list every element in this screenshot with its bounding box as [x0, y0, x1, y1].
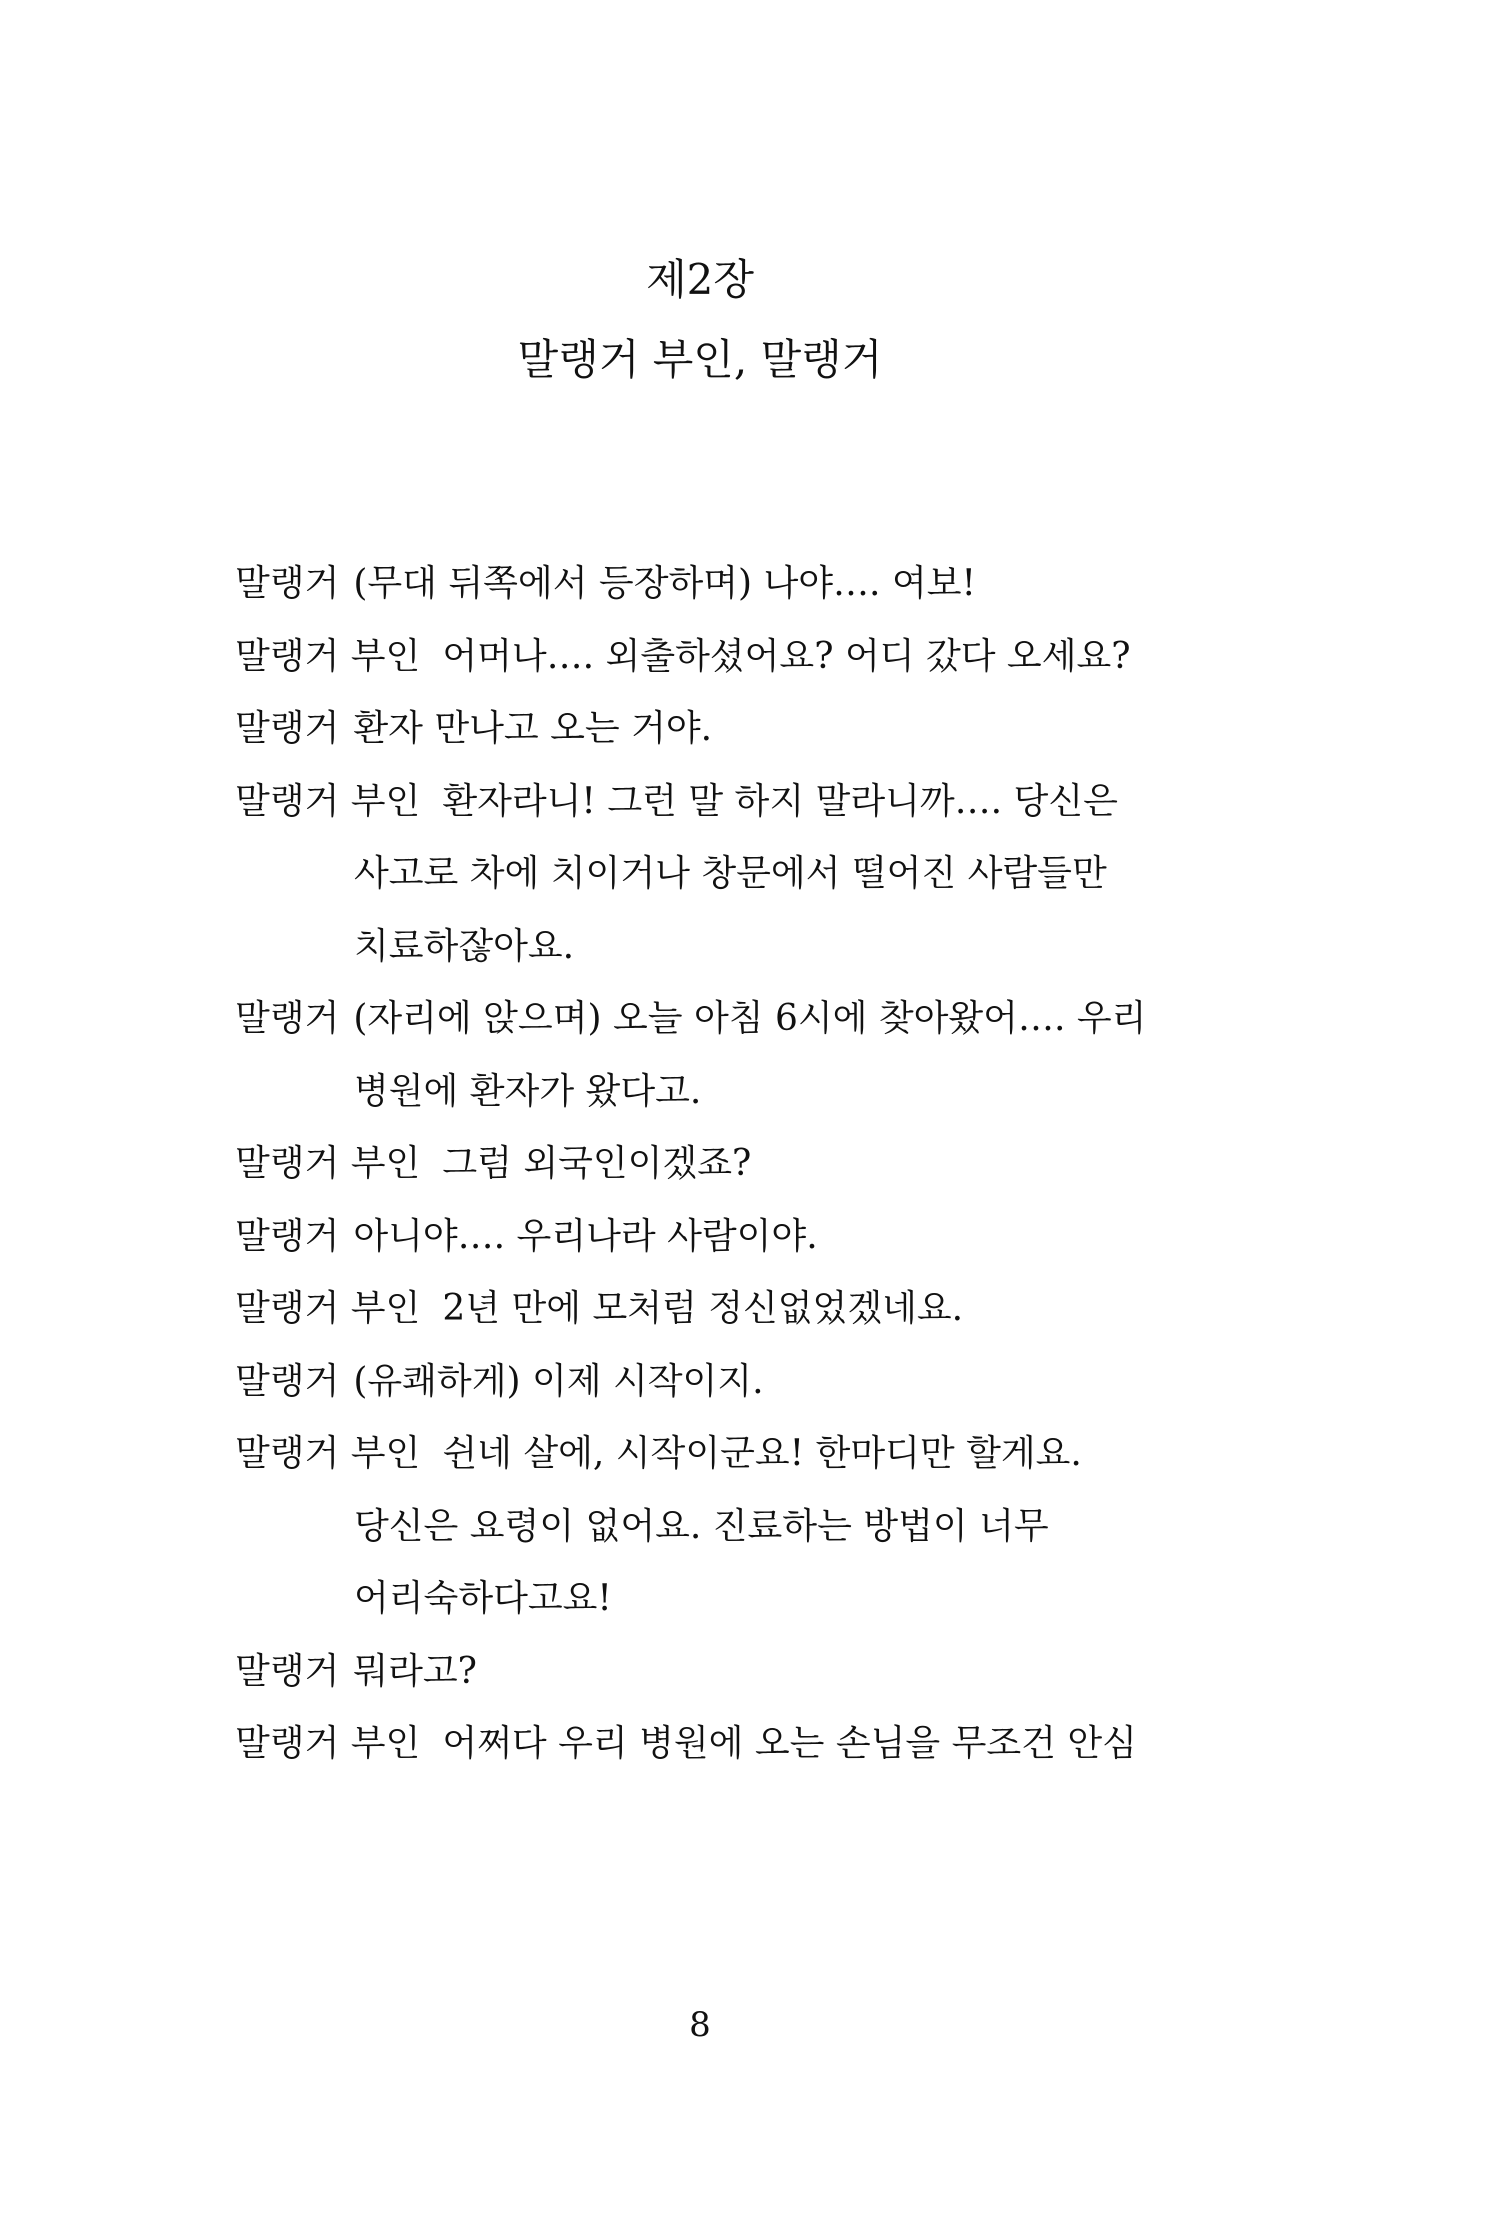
speaker-name: 말랭거 부인 [235, 1143, 421, 1184]
dialogue-line [235, 621, 1175, 694]
dialogue-text: 쉰네 살에, 시작이군요! 한마디만 할게요. 당신은 요령이 없어요. 진료하는 방법이 너무 어리숙하다고요! [354, 1433, 1082, 1619]
dialogue-text: (자리에 앉으며) 오늘 아침 6시에 찾아왔어…. 우리 병원에 환자가 왔다고. [353, 998, 1147, 1112]
speaker-name: 말랭거 [235, 1360, 340, 1402]
dialogue-text: 어머나…. 외출하셨어요? 어디 갔다 오세요? [442, 635, 1131, 677]
dialogue-line [235, 1346, 1175, 1419]
speaker-name: 말랭거 [235, 708, 340, 749]
dialogue-line [235, 1201, 1175, 1274]
dialogue-line [235, 1708, 1175, 1781]
chapter-title: 말랭거 부인, 말랭거 [517, 335, 883, 384]
script-body [235, 548, 1175, 1781]
speaker-name: 말랭거 부인 [235, 1288, 421, 1329]
dialogue-text: (무대 뒤쪽에서 등장하며) 나야…. 여보! [353, 563, 976, 604]
dialogue-line [235, 548, 1175, 621]
dialogue-line [235, 1128, 1175, 1201]
speaker-name: 말랭거 [235, 563, 340, 604]
dialogue-text: (유쾌하게) 이제 시작이지. [353, 1360, 764, 1402]
dialogue-line [235, 1636, 1175, 1709]
speaker-name: 말랭거 [235, 1650, 340, 1692]
dialogue-text: 환자 만나고 오는 거야. [353, 708, 713, 749]
dialogue-text: 뭐라고? [353, 1650, 477, 1692]
dialogue-line [235, 1418, 1175, 1636]
speaker-name: 말랭거 부인 [235, 1433, 421, 1474]
page-number: 8 [689, 2005, 711, 2045]
dialogue-text: 환자라니! 그런 말 하지 말라니까…. 당신은 사고로 차에 치이거나 창문에서 떨어진 사람들만 치료하잖아요. [354, 780, 1118, 967]
chapter-number: 제2장 [646, 255, 754, 304]
speaker-name: 말랭거 부인 [235, 780, 421, 822]
dialogue-line [235, 693, 1175, 766]
dialogue-text: 그럼 외국인이겠죠? [442, 1143, 752, 1184]
speaker-name: 말랭거 [235, 998, 340, 1039]
dialogue-text: 2년 만에 모처럼 정신없었겠네요. [442, 1288, 964, 1329]
dialogue-text: 아니야…. 우리나라 사람이야. [353, 1215, 818, 1257]
dialogue-line [235, 1273, 1175, 1346]
dialogue-text: 어쩌다 우리 병원에 오는 손님을 무조건 안심 [442, 1723, 1137, 1764]
speaker-name: 말랭거 부인 [235, 635, 421, 677]
speaker-name: 말랭거 [235, 1215, 340, 1257]
dialogue-line [235, 766, 1175, 984]
speaker-name: 말랭거 부인 [235, 1723, 421, 1764]
dialogue-line [235, 983, 1175, 1128]
